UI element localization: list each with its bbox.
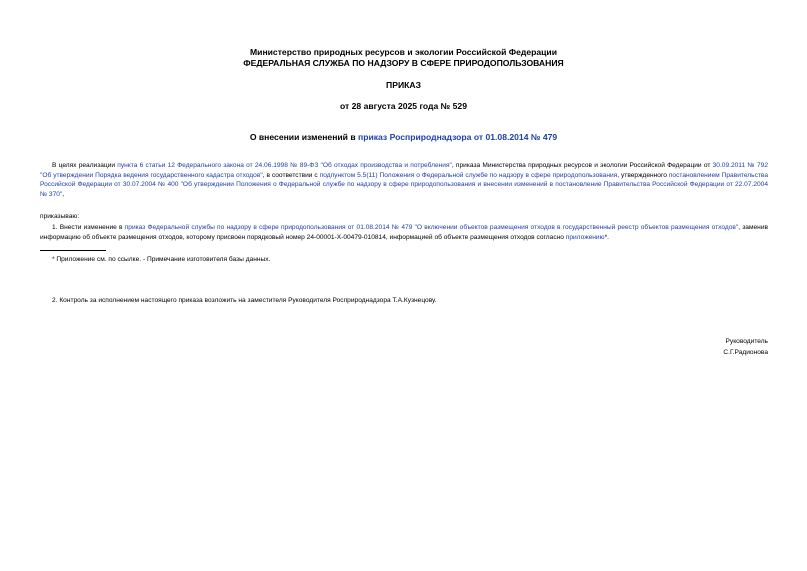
preamble-text-4: , утвержденного	[617, 171, 669, 179]
doc-type-heading: ПРИКАЗ	[386, 80, 421, 90]
preamble-text-3: , в соответствии с	[262, 171, 320, 179]
item-1-text-3: *.	[604, 233, 609, 241]
footnote-divider	[40, 250, 106, 251]
signatory-position: Руководитель	[725, 338, 768, 345]
item-2-paragraph: 2. Контроль за исполнением настоящего приказа возложить на заместителя Руководителя Росприроднадзора Т.А.Кузнецову.	[52, 297, 437, 304]
decree-400-link[interactable]: постановлением Правительства Российской Федерации от 30.07.2004 № 400 "Об утверждении Положения о Федеральной службе по надзору в сфере природопользования и внесении изменений в постановление Правительства Российской Федерации от 22.07.2004 № 370"	[40, 171, 768, 199]
item-1-text-2: , заменив информацию об объекте размещения отходов, которому присвоен порядковый номер 24-00001-Х-00479-010814, информацией об объекте размещения отходов согласно	[40, 224, 768, 241]
preamble-paragraph	[40, 161, 768, 200]
title-prefix: О внесении изменений в	[249, 132, 359, 142]
item-1-text-1: 1. Внести изменение в	[52, 224, 125, 231]
signatory-name: С.Г.Радионова	[723, 348, 768, 356]
appendix-link[interactable]: приложению	[565, 233, 605, 241]
title-order-link[interactable]: приказ Росприроднадзора от 01.08.2014 № 479	[358, 132, 558, 142]
prikazyvayu-text: приказываю:	[40, 213, 80, 220]
preamble-text-1: В целях реализации	[52, 162, 118, 169]
preamble-text-2: , приказа Министерства природных ресурсов и экологии Российской Федерации от	[451, 162, 713, 169]
date-number-heading: от 28 августа 2025 года № 529	[340, 101, 467, 111]
law-89-fz-link[interactable]: пункта 6 статьи 12 Федерального закона от 24.06.1998 № 89-ФЗ "Об отходах производства и потребления"	[117, 162, 452, 169]
service-heading: ФЕДЕРАЛЬНАЯ СЛУЖБА ПО НАДЗОРУ В СФЕРЕ ПРИРОДОПОЛЬЗОВАНИЯ	[243, 58, 564, 68]
ministry-heading: Министерство природных ресурсов и экологии Российской Федерации	[250, 47, 557, 57]
signature-block	[568, 337, 768, 358]
order-792-link[interactable]: 30.09.2011 № 792 "Об утверждении Порядка ведения государственного кадастра отходов"	[40, 162, 769, 179]
regulation-subclause-link[interactable]: подпунктом 5.5(11) Положения о Федеральной службе по надзору в сфере природопользования	[319, 171, 618, 179]
order-479-link[interactable]: приказ Федеральной службы по надзору в сфере природопользования от 01.08.2014 № 479 "О включении объектов размещения отходов в государственный реестр объектов размещения отходов"	[124, 224, 739, 231]
item-1-paragraph	[40, 223, 768, 242]
preamble-text-5: ,	[62, 191, 65, 199]
footnote-text: * Приложение см. по ссылке. - Примечание изготовителя базы данных.	[52, 256, 271, 263]
document-title	[0, 132, 807, 143]
